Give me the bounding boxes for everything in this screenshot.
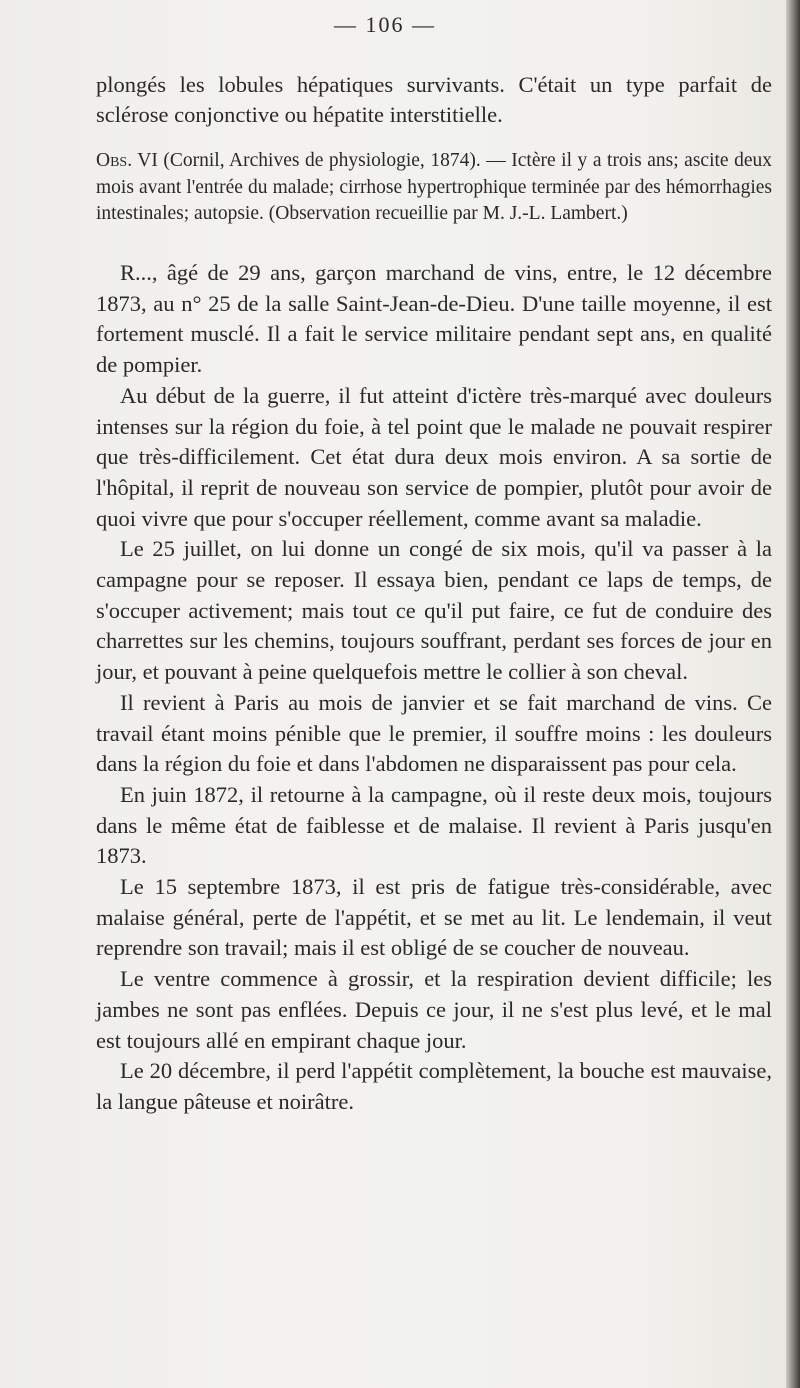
page-number: — 106 — xyxy=(334,12,436,37)
observation-label: Obs. VI xyxy=(96,150,158,171)
paragraph-6: Le 15 septembre 1873, il est pris de fatigue très-considérable, avec malaise général, perte de l'appétit, et se met au lit. Le lendemain, il veut reprendre son travail; mais il est obligé de se coucher de nouveau. xyxy=(96,874,772,961)
observation-heading xyxy=(96,148,772,228)
paragraph-2: Au début de la guerre, il fut atteint d'ictère très-marqué avec douleurs intenses sur la région du foie, à tel point que le malade ne pouvait respirer que très-difficilement. Cet état dura deux mois environ. A sa sortie de l'hôpital, il reprit de nouveau son service de pompier, plutôt pour avoir de quoi vivre que pour s'occuper réellement, comme avant sa maladie. xyxy=(96,382,772,531)
paragraph-4: Il revient à Paris au mois de janvier et se fait marchand de vins. Ce travail étant moins pénible que le premier, il souffre moins : les douleurs dans la région du foie et dans l'abdomen ne disparaissent pas pour cela. xyxy=(96,689,772,777)
case-body xyxy=(96,258,772,1118)
paragraph-7: Le ventre commence à grossir, et la respiration devient difficile; les jambes ne sont pas enflées. Depuis ce jour, il ne s'est plus levé, et le mal est toujours allé en empirant chaque jour. xyxy=(96,966,772,1053)
paragraph-3: Le 25 juillet, on lui donne un congé de six mois, qu'il va passer à la campagne pour se reposer. Il essaya bien, pendant ce laps de temps, de s'occuper activement; mais tout ce qu'il put faire, ce fut de conduire des charrettes sur les chemins, toujours souffrant, perdant ses forces de jour en jour, et pouvant à peine quelquefois mettre le collier à son cheval. xyxy=(96,536,772,685)
binding-edge xyxy=(786,0,800,1388)
observation-text: (Cornil, Archives de physiologie, 1874). — Ictère il y a trois ans; ascite deux mois avant l'entrée du malade; cirrhose hypertrophique terminée par des hémorrhagies intestinales; autopsie. (Observation recueillie par M. J.-L. Lambert.) xyxy=(96,150,773,224)
paragraph-1: R..., âgé de 29 ans, garçon marchand de vins, entre, le 12 décembre 1873, au n° 25 de la salle Saint-Jean-de-Dieu. D'une taille moyenne, il est fortement musclé. Il a fait le service militaire pendant sept ans, en qualité de pompier. xyxy=(96,260,772,378)
observation-paragraph xyxy=(96,148,772,228)
paragraph-8: Le 20 décembre, il perd l'appétit complètement, la bouche est mauvaise, la langue pâteuse et noirâtre. xyxy=(96,1058,772,1114)
paragraph-5: En juin 1872, il retourne à la campagne, où il reste deux mois, toujours dans le même état de faiblesse et de malaise. Il revient à Paris jusqu'en 1873. xyxy=(96,781,772,869)
intro-text: plongés les lobules hépatiques survivants. C'était un type parfait de sclérose conjonctive ou hépatite interstitielle. xyxy=(96,72,772,127)
intro-paragraph xyxy=(96,70,772,130)
